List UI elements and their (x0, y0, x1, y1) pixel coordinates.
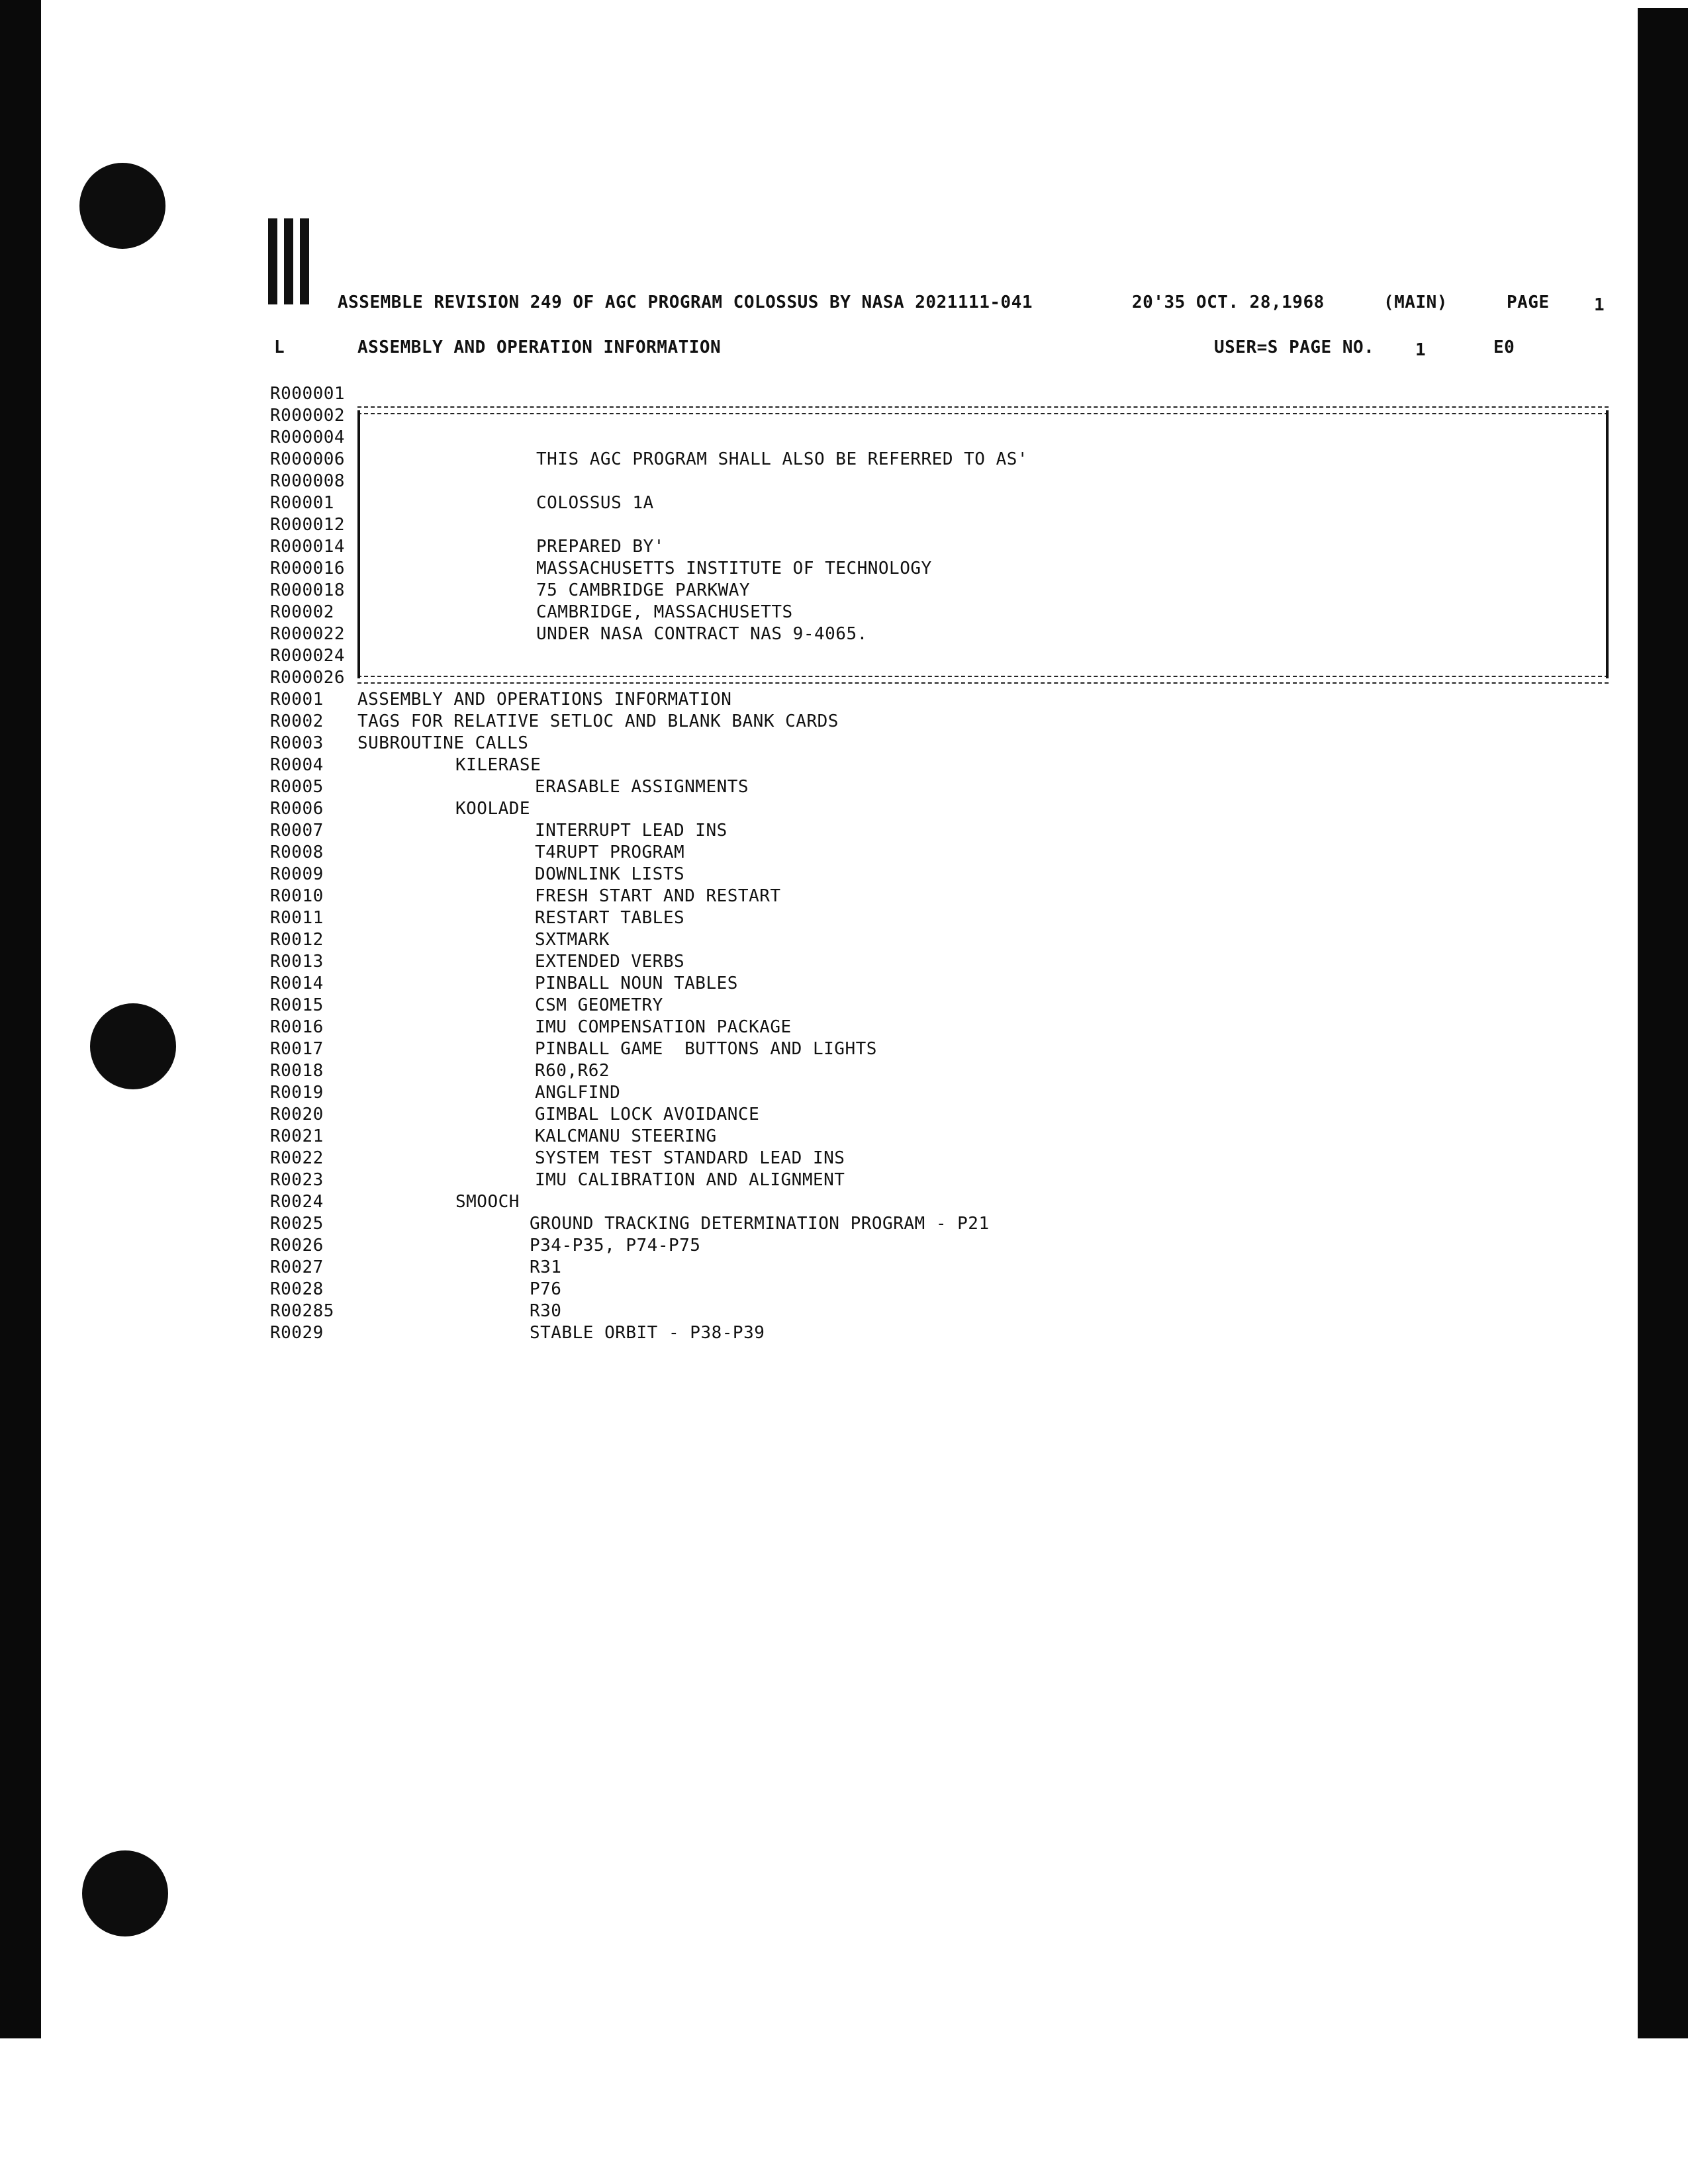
line-id: R000014 (270, 537, 346, 557)
line-id: R0016 (270, 1017, 324, 1037)
entry-text: INTERRUPT LEAD INS (535, 821, 727, 841)
line-id: R0013 (270, 952, 324, 972)
scan-edge-right (1638, 8, 1688, 2038)
entry-text: IMU CALIBRATION AND ALIGNMENT (535, 1170, 845, 1190)
entry-text: PINBALL GAME BUTTONS AND LIGHTS (535, 1039, 877, 1059)
line-id: R000002 (270, 406, 346, 426)
binding-mark (268, 218, 312, 304)
line-id: R0007 (270, 821, 324, 841)
entry-text: KALCMANU STEERING (535, 1126, 717, 1146)
line-id: R0009 (270, 864, 324, 884)
punch-hole-middle (90, 1003, 176, 1089)
entry-text: GIMBAL LOCK AVOIDANCE (535, 1105, 760, 1124)
punch-hole-bottom (82, 1850, 168, 1936)
notice-text: MASSACHUSETTS INSTITUTE OF TECHNOLOGY (536, 559, 932, 578)
line-id: R0021 (270, 1126, 324, 1146)
line-id: R0019 (270, 1083, 324, 1103)
entry-text: SMOOCH (455, 1192, 520, 1212)
line-id: R0003 (270, 733, 324, 753)
entry-text: IMU COMPENSATION PACKAGE (535, 1017, 792, 1037)
line-id: R00002 (270, 602, 334, 622)
punch-hole-top (79, 163, 165, 249)
line-id: R0002 (270, 711, 324, 731)
entry-text: P34-P35, P74-P75 (530, 1236, 701, 1255)
line-id: R000026 (270, 668, 346, 688)
line-id: R0001 (270, 690, 324, 709)
entry-text: SYSTEM TEST STANDARD LEAD INS (535, 1148, 845, 1168)
line-id: R0005 (270, 777, 324, 797)
line-id: R0025 (270, 1214, 324, 1234)
line-id: R000004 (270, 428, 346, 447)
line-id: R0022 (270, 1148, 324, 1168)
line-id: R0028 (270, 1279, 324, 1299)
entry-text: FRESH START AND RESTART (535, 886, 781, 906)
line-id: R0011 (270, 908, 324, 928)
entry-text: PINBALL NOUN TABLES (535, 974, 738, 993)
assembly-header: ASSEMBLE REVISION 249 OF AGC PROGRAM COLOSSUS BY NASA 2021111-041 (338, 293, 1033, 312)
listing-type-marker: L (274, 338, 285, 357)
entry-text: STABLE ORBIT - P38-P39 (530, 1323, 765, 1343)
entry-text: P76 (530, 1279, 562, 1299)
line-id: R0004 (270, 755, 324, 775)
entry-text: KILERASE (455, 755, 541, 775)
entry-text: ERASABLE ASSIGNMENTS (535, 777, 749, 797)
line-id: R0026 (270, 1236, 324, 1255)
revision-code: E0 (1493, 338, 1515, 357)
box-top-rule (357, 406, 1609, 414)
line-id: R0024 (270, 1192, 324, 1212)
assembly-timestamp: 20'35 OCT. 28,1968 (1132, 293, 1325, 312)
line-id: R000006 (270, 449, 346, 469)
line-id: R0023 (270, 1170, 324, 1190)
notice-text: CAMBRIDGE, MASSACHUSETTS (536, 602, 793, 622)
entry-text: DOWNLINK LISTS (535, 864, 685, 884)
scan-edge-left (0, 0, 41, 2038)
entry-text: GROUND TRACKING DETERMINATION PROGRAM - P21 (530, 1214, 990, 1234)
line-id: R0014 (270, 974, 324, 993)
line-id: R000008 (270, 471, 346, 491)
line-id: R000018 (270, 580, 346, 600)
entry-text: ANGLFIND (535, 1083, 621, 1103)
program-name: COLOSSUS 1A (536, 493, 654, 513)
notice-text: PREPARED BY' (536, 537, 665, 557)
entry-text: TAGS FOR RELATIVE SETLOC AND BLANK BANK CARDS (357, 711, 839, 731)
line-id: R000016 (270, 559, 346, 578)
section-tag: (MAIN) (1383, 293, 1448, 312)
line-id: R000012 (270, 515, 346, 535)
line-id: R0018 (270, 1061, 324, 1081)
line-id: R0015 (270, 995, 324, 1015)
entry-text: T4RUPT PROGRAM (535, 842, 685, 862)
line-id: R0008 (270, 842, 324, 862)
entry-text: ASSEMBLY AND OPERATIONS INFORMATION (357, 690, 732, 709)
page-number: 1 (1594, 295, 1605, 315)
line-id: R0020 (270, 1105, 324, 1124)
box-left-border (357, 410, 360, 678)
line-id: R0006 (270, 799, 324, 819)
notice-text: THIS AGC PROGRAM SHALL ALSO BE REFERRED TO AS' (536, 449, 1029, 469)
line-id: R000024 (270, 646, 346, 666)
users-page-label: USER=S PAGE NO. (1214, 338, 1375, 357)
line-id: R00001 (270, 493, 334, 513)
entry-text: R60,R62 (535, 1061, 610, 1081)
entry-text: SXTMARK (535, 930, 610, 950)
notice-text: UNDER NASA CONTRACT NAS 9-4065. (536, 624, 868, 644)
entry-text: EXTENDED VERBS (535, 952, 685, 972)
users-page-number: 1 (1415, 340, 1427, 360)
line-id: R000022 (270, 624, 346, 644)
box-bottom-rule (357, 676, 1609, 684)
line-id: R0012 (270, 930, 324, 950)
line-id: R00285 (270, 1301, 334, 1321)
entry-text: SUBROUTINE CALLS (357, 733, 529, 753)
line-id: R0027 (270, 1257, 324, 1277)
entry-text: KOOLADE (455, 799, 531, 819)
line-id: R000001 (270, 384, 346, 404)
line-id: R0029 (270, 1323, 324, 1343)
box-right-border (1606, 410, 1609, 678)
line-id: R0017 (270, 1039, 324, 1059)
entry-text: CSM GEOMETRY (535, 995, 663, 1015)
entry-text: RESTART TABLES (535, 908, 685, 928)
line-id: R0010 (270, 886, 324, 906)
page-label: PAGE (1507, 293, 1550, 312)
page-subtitle: ASSEMBLY AND OPERATION INFORMATION (357, 338, 722, 357)
notice-text: 75 CAMBRIDGE PARKWAY (536, 580, 751, 600)
entry-text: R30 (530, 1301, 562, 1321)
entry-text: R31 (530, 1257, 562, 1277)
